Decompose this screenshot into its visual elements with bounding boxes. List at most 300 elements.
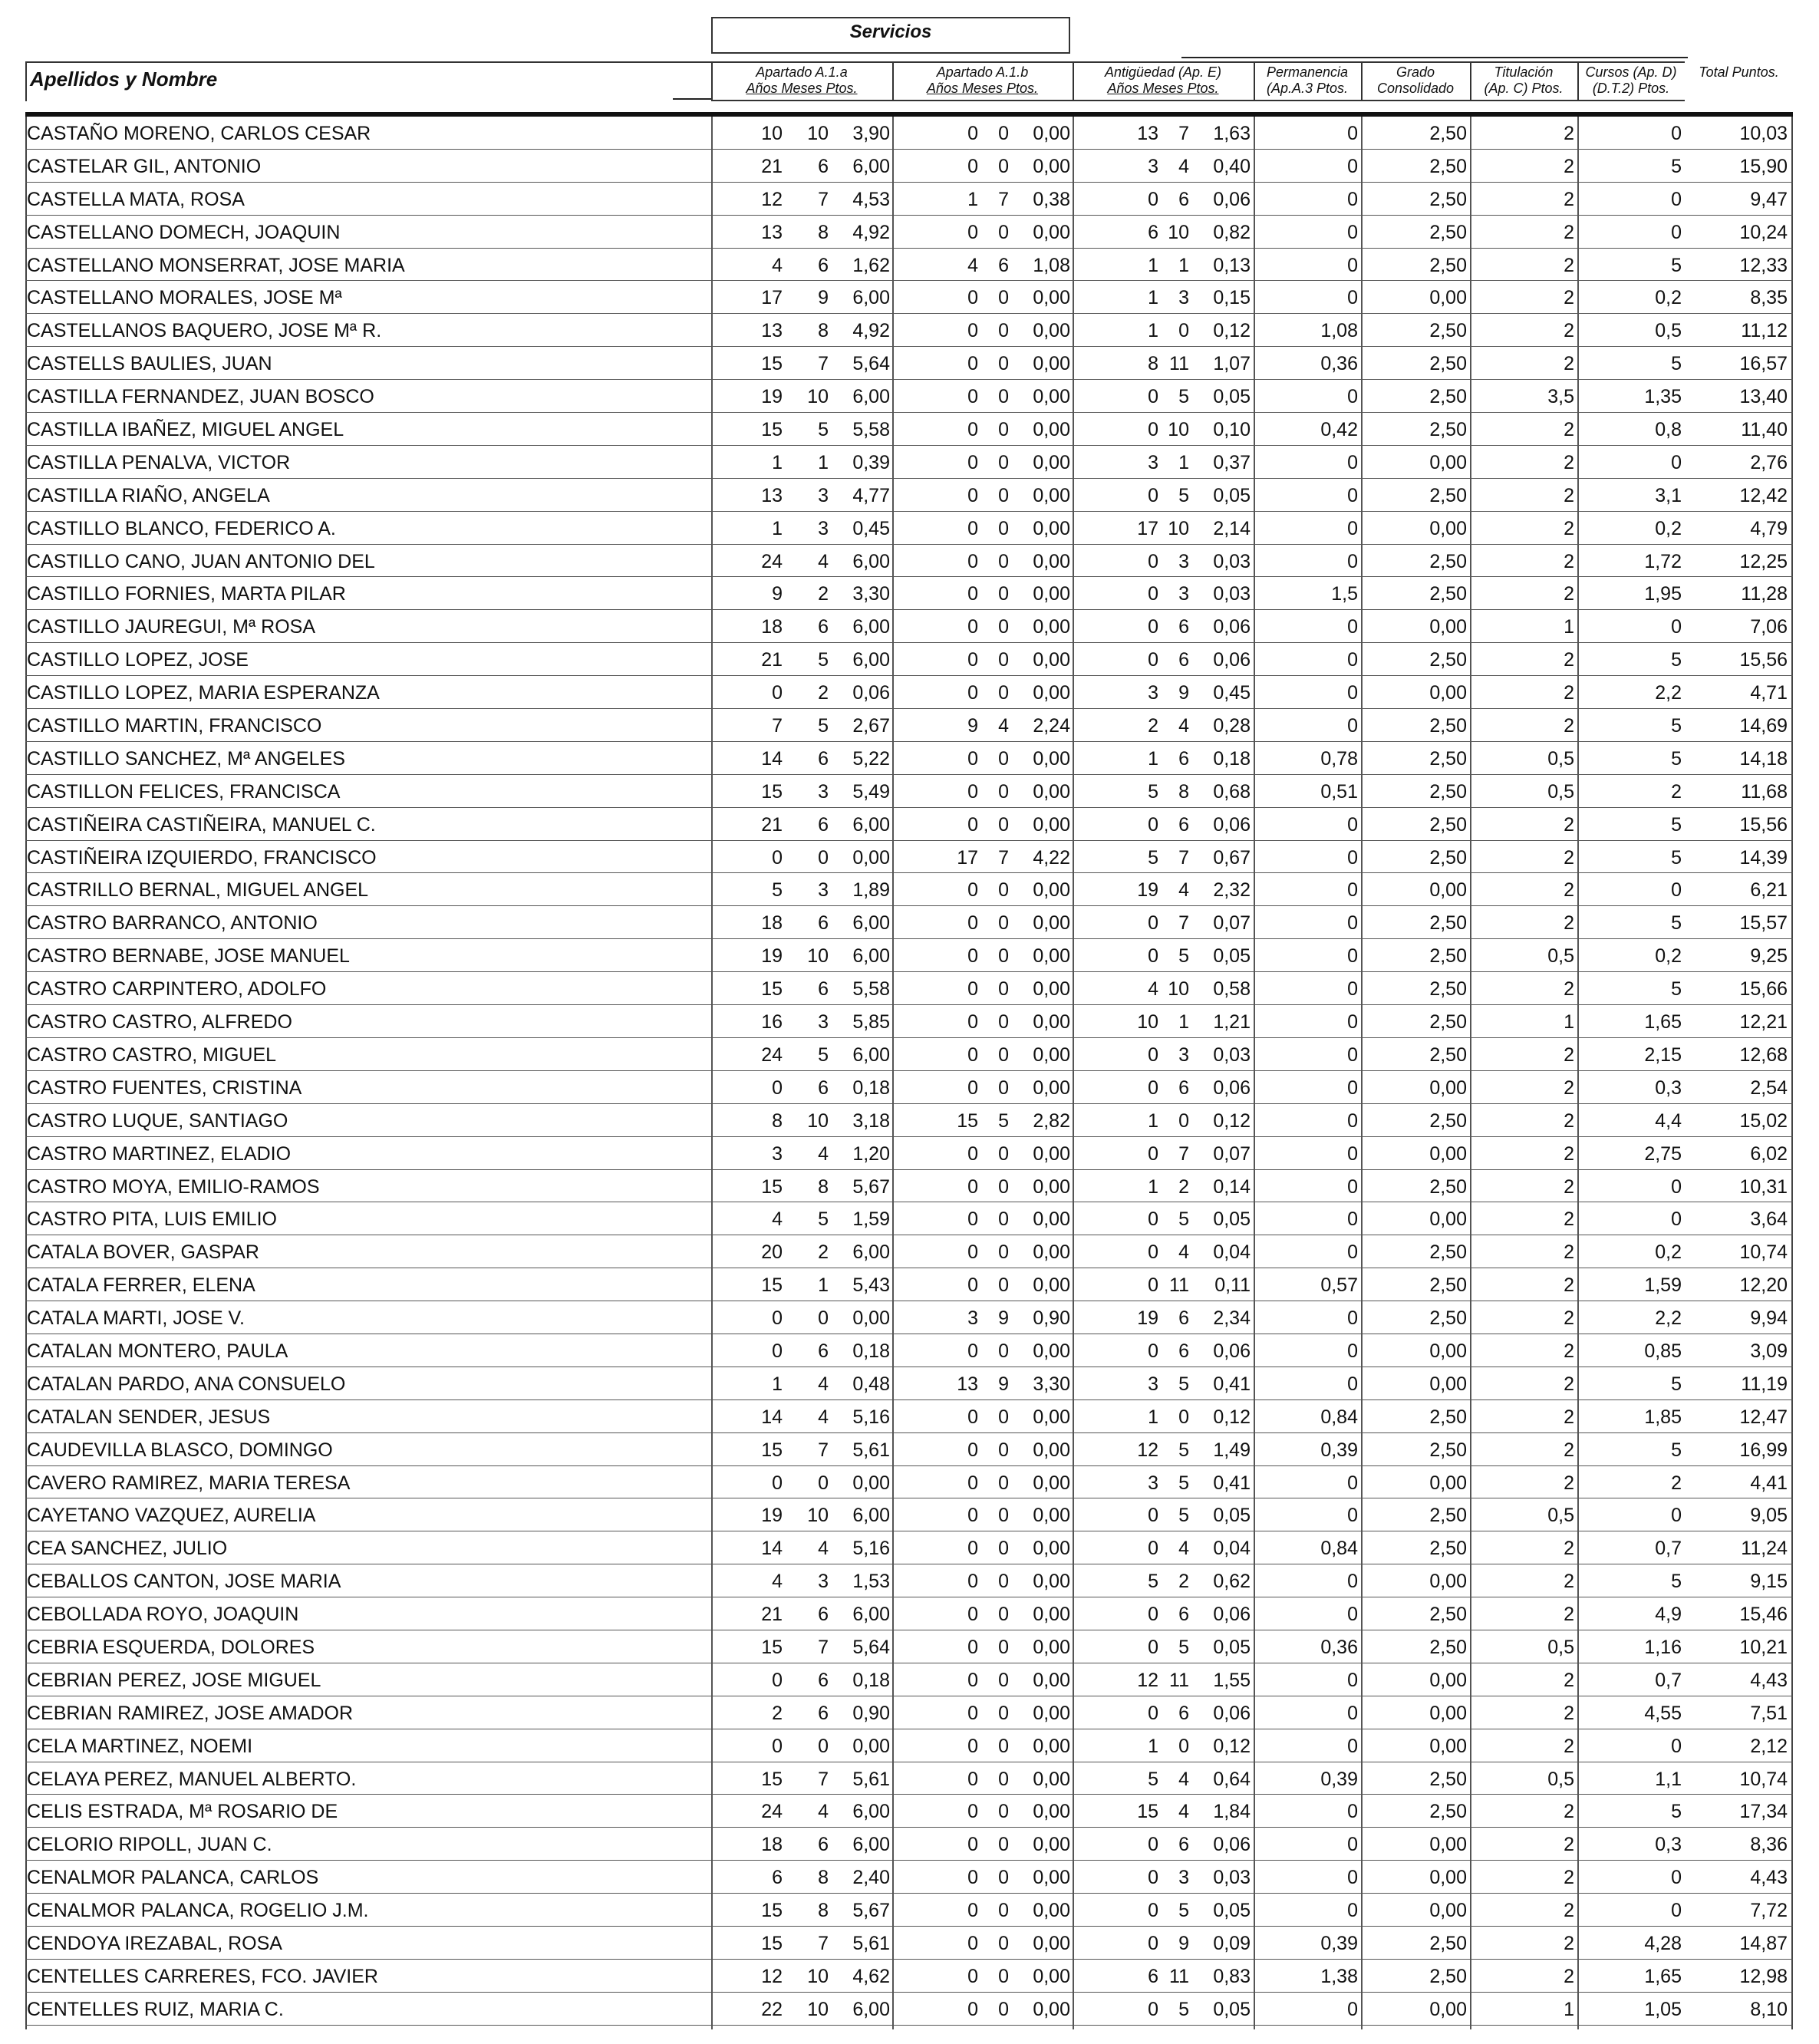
col-header-a1a xyxy=(711,61,892,101)
cell-a1b-years: 0 xyxy=(967,879,978,902)
cell-antiguedad-months: 2 xyxy=(1178,1175,1189,1198)
cell-antiguedad-months: 6 xyxy=(1178,747,1189,770)
table-row xyxy=(25,183,1793,216)
cell-antiguedad-years: 0 xyxy=(1148,386,1158,408)
cell-a1a-points: 5,43 xyxy=(852,1274,890,1297)
cell-a1a-points: 0,00 xyxy=(852,1735,890,1757)
table-row xyxy=(25,1071,1793,1104)
cell-total-points: 8,10 xyxy=(1750,1998,1788,2020)
cell-permanencia-points: 0 xyxy=(1347,1307,1358,1330)
cell-a1a-years: 21 xyxy=(761,813,783,836)
cell-grado-points: 2,50 xyxy=(1429,747,1467,770)
cell-permanencia-points: 0 xyxy=(1347,1208,1358,1231)
cell-a1a-years: 1 xyxy=(772,517,783,539)
cell-a1b-years: 0 xyxy=(967,1669,978,1691)
cell-a1b-years: 0 xyxy=(967,287,978,309)
cell-a1a-months: 1 xyxy=(818,451,829,473)
cell-name: CENDOYA IREZABAL, ROSA xyxy=(27,1932,282,1954)
cell-grado-points: 2,50 xyxy=(1429,780,1467,803)
cell-antiguedad-months: 6 xyxy=(1178,649,1189,671)
col-header-titulacion-line2: (Ap. C) Ptos. xyxy=(1484,81,1564,96)
cell-total-points: 12,42 xyxy=(1739,484,1788,506)
cell-titulacion-points: 2 xyxy=(1564,1735,1574,1757)
col-header-a1a-line1: Apartado A.1.a xyxy=(756,64,848,80)
cell-a1b-points: 0,00 xyxy=(1033,1175,1070,1198)
cell-a1a-points: 6,00 xyxy=(852,1043,890,1066)
cell-name: CELAYA PEREZ, MANUEL ALBERTO. xyxy=(27,1768,357,1790)
cell-a1b-years: 0 xyxy=(967,1340,978,1362)
cell-a1b-points: 0,00 xyxy=(1033,1076,1070,1099)
cell-titulacion-points: 2 xyxy=(1564,1307,1574,1330)
col-header-cursos-line1: Cursos (Ap. D) xyxy=(1585,64,1677,80)
cell-antiguedad-points: 0,05 xyxy=(1213,386,1251,408)
cell-antiguedad-months: 5 xyxy=(1178,1900,1189,1922)
cell-total-points: 10,21 xyxy=(1739,1636,1788,1658)
cell-a1b-points: 0,00 xyxy=(1033,1472,1070,1494)
cell-a1a-points: 5,58 xyxy=(852,978,890,1001)
cell-a1b-months: 0 xyxy=(998,780,1009,803)
cell-name: CEA SANCHEZ, JULIO xyxy=(27,1538,228,1560)
cell-a1b-points: 2,82 xyxy=(1033,1109,1070,1132)
cell-permanencia-points: 0 xyxy=(1347,715,1358,737)
cell-permanencia-points: 0 xyxy=(1347,155,1358,177)
results-table xyxy=(25,117,1793,2026)
cell-name: CATALA MARTI, JOSE V. xyxy=(27,1307,245,1330)
cell-a1a-points: 4,92 xyxy=(852,221,890,243)
cell-name: CAVERO RAMIREZ, MARIA TERESA xyxy=(27,1472,351,1494)
cell-a1b-months: 0 xyxy=(998,879,1009,902)
cell-a1b-months: 0 xyxy=(998,1801,1009,1823)
cell-a1a-months: 0 xyxy=(818,846,829,869)
cell-a1a-points: 1,89 xyxy=(852,879,890,902)
cell-permanencia-points: 0,78 xyxy=(1320,747,1358,770)
cell-a1a-months: 8 xyxy=(818,1900,829,1922)
cell-name: CEBRIA ESQUERDA, DOLORES xyxy=(27,1636,315,1658)
cell-antiguedad-points: 0,15 xyxy=(1213,287,1251,309)
cell-name: CASTELLA MATA, ROSA xyxy=(27,188,245,210)
cell-cursos-points: 5 xyxy=(1671,978,1682,1001)
cell-a1a-years: 0 xyxy=(772,1472,783,1494)
cell-total-points: 11,19 xyxy=(1741,1373,1788,1395)
cell-a1a-points: 5,61 xyxy=(852,1439,890,1461)
table-row xyxy=(25,906,1793,939)
cell-a1b-years: 0 xyxy=(967,1472,978,1494)
cell-antiguedad-months: 11 xyxy=(1169,1274,1189,1297)
cell-antiguedad-points: 2,34 xyxy=(1213,1307,1251,1330)
cell-name: CASTILLA RIAÑO, ANGELA xyxy=(27,484,270,506)
cell-a1b-points: 0,00 xyxy=(1033,1406,1070,1428)
cell-a1a-months: 4 xyxy=(818,550,829,572)
cell-cursos-points: 5 xyxy=(1671,649,1682,671)
cell-permanencia-points: 0 xyxy=(1347,1702,1358,1724)
cell-a1b-points: 0,00 xyxy=(1033,1142,1070,1165)
cell-a1b-months: 0 xyxy=(998,320,1009,342)
name-column-header: Apellidos y Nombre xyxy=(25,61,711,101)
cell-titulacion-points: 0,5 xyxy=(1547,747,1574,770)
cell-cursos-points: 2,2 xyxy=(1655,682,1682,704)
cell-name: CATALAN MONTERO, PAULA xyxy=(27,1340,288,1362)
cell-a1b-months: 9 xyxy=(998,1373,1009,1395)
cell-antiguedad-months: 7 xyxy=(1178,846,1189,869)
cell-a1a-months: 5 xyxy=(818,1043,829,1066)
cell-permanencia-points: 0,57 xyxy=(1320,1274,1358,1297)
cell-antiguedad-points: 0,83 xyxy=(1213,1965,1251,1987)
cell-a1a-points: 6,00 xyxy=(852,616,890,638)
cell-permanencia-points: 0 xyxy=(1347,221,1358,243)
cell-a1a-points: 5,85 xyxy=(852,1011,890,1034)
cell-name: CASTELAR GIL, ANTONIO xyxy=(27,155,262,177)
cell-a1a-years: 0 xyxy=(772,1340,783,1362)
cell-total-points: 4,71 xyxy=(1750,682,1788,704)
cell-name: CASTILLO JAUREGUI, Mª ROSA xyxy=(27,616,315,638)
cell-antiguedad-years: 0 xyxy=(1148,1505,1158,1527)
cell-permanencia-points: 0,39 xyxy=(1320,1932,1358,1954)
cell-titulacion-points: 2 xyxy=(1564,484,1574,506)
table-row xyxy=(25,479,1793,512)
cell-a1a-years: 14 xyxy=(761,1406,783,1428)
cell-a1a-years: 5 xyxy=(772,879,783,902)
cell-a1b-points: 0,00 xyxy=(1033,616,1070,638)
cell-a1b-points: 0,00 xyxy=(1033,945,1070,968)
cell-a1a-years: 15 xyxy=(761,1768,783,1790)
cell-permanencia-points: 0,84 xyxy=(1320,1538,1358,1560)
cell-antiguedad-months: 7 xyxy=(1178,123,1189,144)
cell-a1a-months: 7 xyxy=(818,1768,829,1790)
cell-antiguedad-points: 1,21 xyxy=(1213,1011,1251,1034)
cell-antiguedad-months: 1 xyxy=(1178,254,1189,276)
cell-a1a-months: 6 xyxy=(818,747,829,770)
cell-grado-points: 0,00 xyxy=(1429,451,1467,473)
cell-antiguedad-years: 19 xyxy=(1137,879,1158,902)
cell-a1b-years: 0 xyxy=(967,1043,978,1066)
cell-grado-points: 2,50 xyxy=(1429,1801,1467,1823)
cell-name: CASTRO CASTRO, ALFREDO xyxy=(27,1011,292,1034)
cell-total-points: 6,02 xyxy=(1750,1142,1788,1165)
cell-cursos-points: 1,72 xyxy=(1644,550,1682,572)
cell-a1a-years: 19 xyxy=(761,1505,783,1527)
cell-titulacion-points: 2 xyxy=(1564,353,1574,375)
table-row xyxy=(25,1005,1793,1038)
cell-grado-points: 2,50 xyxy=(1429,715,1467,737)
cell-total-points: 4,79 xyxy=(1750,517,1788,539)
cell-a1b-years: 0 xyxy=(967,978,978,1001)
cell-antiguedad-points: 0,10 xyxy=(1213,419,1251,441)
cell-a1a-points: 0,00 xyxy=(852,1307,890,1330)
cell-grado-points: 0,00 xyxy=(1429,1571,1467,1593)
cell-titulacion-points: 2 xyxy=(1564,879,1574,902)
cell-permanencia-points: 0 xyxy=(1347,1011,1358,1034)
cell-a1b-points: 0,00 xyxy=(1033,1900,1070,1922)
cell-a1a-months: 2 xyxy=(818,583,829,605)
cell-cursos-points: 2,75 xyxy=(1644,1142,1682,1165)
cell-a1a-years: 0 xyxy=(772,846,783,869)
cell-cursos-points: 5 xyxy=(1671,747,1682,770)
cell-antiguedad-points: 0,12 xyxy=(1213,1406,1251,1428)
cell-a1b-points: 0,00 xyxy=(1033,287,1070,309)
col-header-antiguedad xyxy=(1073,61,1254,101)
cell-name: CEBOLLADA ROYO, JOAQUIN xyxy=(27,1604,299,1626)
cell-name: CASTRO FUENTES, CRISTINA xyxy=(27,1076,302,1099)
cell-a1b-points: 0,00 xyxy=(1033,1043,1070,1066)
cell-name: CAYETANO VAZQUEZ, AURELIA xyxy=(27,1505,316,1527)
cell-total-points: 11,24 xyxy=(1741,1538,1788,1560)
cell-grado-points: 2,50 xyxy=(1429,583,1467,605)
cell-a1a-years: 2 xyxy=(772,1702,783,1724)
cell-a1b-points: 0,00 xyxy=(1033,1340,1070,1362)
cell-antiguedad-years: 0 xyxy=(1148,1538,1158,1560)
cell-a1a-years: 1 xyxy=(772,1373,783,1395)
cell-a1a-points: 0,39 xyxy=(852,451,890,473)
table-row xyxy=(25,577,1793,610)
cell-a1a-points: 0,45 xyxy=(852,517,890,539)
cell-a1a-points: 6,00 xyxy=(852,287,890,309)
cell-a1a-months: 6 xyxy=(818,155,829,177)
cell-antiguedad-months: 0 xyxy=(1178,320,1189,342)
cell-a1a-points: 3,90 xyxy=(852,123,890,144)
cell-titulacion-points: 1 xyxy=(1564,1998,1574,2020)
col-header-titulacion xyxy=(1470,61,1577,101)
cell-titulacion-points: 2 xyxy=(1564,1175,1574,1198)
cell-cursos-points: 5 xyxy=(1671,715,1682,737)
cell-grado-points: 2,50 xyxy=(1429,649,1467,671)
cell-total-points: 15,57 xyxy=(1739,912,1788,935)
cell-a1a-years: 19 xyxy=(761,945,783,968)
cell-antiguedad-months: 3 xyxy=(1178,550,1189,572)
col-header-cursos-line2: (D.T.2) Ptos. xyxy=(1592,81,1670,96)
cell-a1a-years: 14 xyxy=(761,747,783,770)
table-row xyxy=(25,775,1793,808)
cell-a1b-months: 0 xyxy=(998,1274,1009,1297)
cell-permanencia-points: 0 xyxy=(1347,517,1358,539)
col-header-a1a-line2: Años Meses Ptos. xyxy=(746,81,858,96)
cell-permanencia-points: 0 xyxy=(1347,846,1358,869)
cell-antiguedad-months: 5 xyxy=(1178,1505,1189,1527)
cell-a1a-months: 3 xyxy=(818,484,829,506)
cell-permanencia-points: 0 xyxy=(1347,1175,1358,1198)
cell-grado-points: 2,50 xyxy=(1429,320,1467,342)
cell-a1b-years: 0 xyxy=(967,517,978,539)
cell-name: CASTELLS BAULIES, JUAN xyxy=(27,353,272,375)
cell-a1b-years: 0 xyxy=(967,1241,978,1264)
cell-a1a-months: 2 xyxy=(818,1241,829,1264)
cell-a1a-months: 7 xyxy=(818,1932,829,1954)
cell-titulacion-points: 2 xyxy=(1564,1801,1574,1823)
cell-permanencia-points: 0 xyxy=(1347,1076,1358,1099)
cell-antiguedad-years: 0 xyxy=(1148,616,1158,638)
cell-titulacion-points: 2 xyxy=(1564,1406,1574,1428)
cell-a1a-years: 0 xyxy=(772,682,783,704)
cell-antiguedad-months: 4 xyxy=(1178,715,1189,737)
cell-antiguedad-points: 0,05 xyxy=(1213,1900,1251,1922)
cell-a1a-months: 5 xyxy=(818,715,829,737)
cell-permanencia-points: 0 xyxy=(1347,1043,1358,1066)
cell-permanencia-points: 0 xyxy=(1347,912,1358,935)
cell-a1b-years: 0 xyxy=(967,912,978,935)
cell-permanencia-points: 0 xyxy=(1347,1801,1358,1823)
cell-a1a-years: 15 xyxy=(761,780,783,803)
cell-a1a-months: 3 xyxy=(818,1011,829,1034)
cell-name: CASTRILLO BERNAL, MIGUEL ANGEL xyxy=(27,879,369,902)
cell-a1b-years: 0 xyxy=(967,1175,978,1198)
cell-a1a-months: 4 xyxy=(818,1142,829,1165)
cell-a1a-points: 6,00 xyxy=(852,1834,890,1856)
cell-titulacion-points: 2 xyxy=(1564,1538,1574,1560)
cell-grado-points: 2,50 xyxy=(1429,484,1467,506)
cell-permanencia-points: 0 xyxy=(1347,945,1358,968)
col-header-permanencia xyxy=(1254,61,1361,101)
cell-permanencia-points: 1,08 xyxy=(1320,320,1358,342)
cell-antiguedad-points: 0,06 xyxy=(1213,616,1251,638)
cell-antiguedad-months: 7 xyxy=(1178,912,1189,935)
cell-titulacion-points: 2 xyxy=(1564,1900,1574,1922)
cell-permanencia-points: 0,84 xyxy=(1320,1406,1358,1428)
table-row xyxy=(25,709,1793,742)
cell-a1b-months: 0 xyxy=(998,550,1009,572)
cell-a1a-points: 4,53 xyxy=(852,188,890,210)
cell-a1a-years: 8 xyxy=(772,1109,783,1132)
cell-antiguedad-months: 0 xyxy=(1178,1735,1189,1757)
cell-antiguedad-years: 1 xyxy=(1148,1406,1158,1428)
cell-antiguedad-months: 1 xyxy=(1178,1011,1189,1034)
cell-a1a-points: 1,53 xyxy=(852,1571,890,1593)
cell-name: CEBRIAN RAMIREZ, JOSE AMADOR xyxy=(27,1702,354,1724)
servicios-header: Servicios xyxy=(711,17,1070,54)
cell-a1b-points: 0,00 xyxy=(1033,1274,1070,1297)
cell-cursos-points: 1,85 xyxy=(1644,1406,1682,1428)
cell-cursos-points: 0 xyxy=(1671,1867,1682,1889)
cell-cursos-points: 0,5 xyxy=(1655,320,1682,342)
cell-antiguedad-years: 0 xyxy=(1148,1702,1158,1724)
cell-antiguedad-years: 0 xyxy=(1148,945,1158,968)
cell-titulacion-points: 2 xyxy=(1564,1834,1574,1856)
cell-antiguedad-months: 10 xyxy=(1168,517,1189,539)
table-row xyxy=(25,1828,1793,1861)
cell-grado-points: 2,50 xyxy=(1429,188,1467,210)
cell-grado-points: 0,00 xyxy=(1429,616,1467,638)
cell-a1a-years: 18 xyxy=(761,1834,783,1856)
cell-a1a-years: 21 xyxy=(761,649,783,671)
cell-antiguedad-years: 0 xyxy=(1148,1043,1158,1066)
cell-antiguedad-years: 1 xyxy=(1148,1109,1158,1132)
cell-a1a-months: 6 xyxy=(818,1076,829,1099)
cell-total-points: 4,43 xyxy=(1750,1867,1788,1889)
cell-a1a-points: 6,00 xyxy=(852,155,890,177)
cell-a1a-points: 6,00 xyxy=(852,1801,890,1823)
table-row xyxy=(25,1696,1793,1729)
cell-a1b-years: 15 xyxy=(957,1109,978,1132)
cell-a1b-years: 0 xyxy=(967,550,978,572)
cell-antiguedad-years: 0 xyxy=(1148,550,1158,572)
cell-titulacion-points: 2 xyxy=(1564,123,1574,144)
cell-antiguedad-months: 3 xyxy=(1178,1043,1189,1066)
cell-antiguedad-months: 6 xyxy=(1178,1076,1189,1099)
cell-a1a-points: 4,92 xyxy=(852,320,890,342)
cell-total-points: 12,20 xyxy=(1739,1274,1788,1297)
cell-a1b-months: 0 xyxy=(998,1669,1009,1691)
cell-titulacion-points: 2 xyxy=(1564,254,1574,276)
table-row xyxy=(25,808,1793,841)
cell-a1b-months: 0 xyxy=(998,1965,1009,1987)
cell-name: CASTRO BARRANCO, ANTONIO xyxy=(27,912,318,935)
cell-grado-points: 2,50 xyxy=(1429,978,1467,1001)
cell-grado-points: 2,50 xyxy=(1429,386,1467,408)
cell-a1b-months: 5 xyxy=(998,1109,1009,1132)
cell-name: CASTRO BERNABE, JOSE MANUEL xyxy=(27,945,350,968)
cell-antiguedad-points: 0,11 xyxy=(1214,1274,1251,1297)
cell-permanencia-points: 0,42 xyxy=(1320,419,1358,441)
cell-cursos-points: 5 xyxy=(1671,1801,1682,1823)
cell-antiguedad-months: 2 xyxy=(1178,1571,1189,1593)
cell-a1b-years: 0 xyxy=(967,583,978,605)
cell-antiguedad-months: 9 xyxy=(1178,1932,1189,1954)
cell-antiguedad-points: 0,04 xyxy=(1213,1538,1251,1560)
cell-a1b-points: 0,00 xyxy=(1033,1505,1070,1527)
cell-antiguedad-points: 0,04 xyxy=(1213,1241,1251,1264)
cell-name: CASTRO MOYA, EMILIO-RAMOS xyxy=(27,1175,320,1198)
cell-a1a-years: 15 xyxy=(761,1439,783,1461)
cell-a1a-months: 0 xyxy=(818,1735,829,1757)
cell-antiguedad-years: 4 xyxy=(1148,978,1158,1001)
cell-grado-points: 2,50 xyxy=(1429,221,1467,243)
cell-a1b-points: 0,00 xyxy=(1033,419,1070,441)
cell-grado-points: 2,50 xyxy=(1429,353,1467,375)
col-header-antiguedad-line1: Antigüedad (Ap. E) xyxy=(1104,64,1222,80)
cell-a1b-months: 0 xyxy=(998,1472,1009,1494)
cell-permanencia-points: 0 xyxy=(1347,1142,1358,1165)
cell-grado-points: 0,00 xyxy=(1429,1472,1467,1494)
cell-name: CASTIÑEIRA CASTIÑEIRA, MANUEL C. xyxy=(27,813,376,836)
cell-permanencia-points: 0 xyxy=(1347,1604,1358,1626)
cell-antiguedad-months: 6 xyxy=(1178,1834,1189,1856)
cell-antiguedad-points: 0,03 xyxy=(1213,1867,1251,1889)
cell-cursos-points: 5 xyxy=(1671,1571,1682,1593)
cell-antiguedad-years: 6 xyxy=(1148,221,1158,243)
cell-a1a-points: 6,00 xyxy=(852,550,890,572)
cell-antiguedad-months: 10 xyxy=(1168,221,1189,243)
cell-grado-points: 2,50 xyxy=(1429,912,1467,935)
cell-cursos-points: 0 xyxy=(1671,1505,1682,1527)
cell-cursos-points: 0 xyxy=(1671,188,1682,210)
cell-grado-points: 2,50 xyxy=(1429,1241,1467,1264)
cell-permanencia-points: 0 xyxy=(1347,1571,1358,1593)
cell-name: CASTILLO SANCHEZ, Mª ANGELES xyxy=(27,747,345,770)
cell-total-points: 15,90 xyxy=(1739,155,1788,177)
table-row xyxy=(25,1762,1793,1795)
cell-antiguedad-months: 3 xyxy=(1178,287,1189,309)
cell-a1b-points: 0,00 xyxy=(1033,682,1070,704)
cell-antiguedad-points: 0,12 xyxy=(1213,320,1251,342)
cell-titulacion-points: 2 xyxy=(1564,1043,1574,1066)
cell-titulacion-points: 2 xyxy=(1564,1965,1574,1987)
table-row xyxy=(25,939,1793,972)
cell-a1b-years: 0 xyxy=(967,1076,978,1099)
cell-a1a-points: 6,00 xyxy=(852,1241,890,1264)
cell-total-points: 11,12 xyxy=(1741,320,1788,342)
cell-cursos-points: 0 xyxy=(1671,879,1682,902)
cell-antiguedad-years: 1 xyxy=(1148,747,1158,770)
cell-a1b-points: 0,00 xyxy=(1033,484,1070,506)
table-row xyxy=(25,314,1793,347)
cell-a1a-points: 5,16 xyxy=(852,1538,890,1560)
cell-antiguedad-points: 1,63 xyxy=(1213,123,1251,144)
cell-a1a-points: 5,49 xyxy=(852,780,890,803)
cell-titulacion-points: 1 xyxy=(1564,616,1574,638)
cell-a1b-points: 0,00 xyxy=(1033,813,1070,836)
cell-a1a-points: 6,00 xyxy=(852,1998,890,2020)
cell-antiguedad-years: 0 xyxy=(1148,1834,1158,1856)
cell-a1b-months: 0 xyxy=(998,1043,1009,1066)
cell-total-points: 15,46 xyxy=(1739,1604,1788,1626)
